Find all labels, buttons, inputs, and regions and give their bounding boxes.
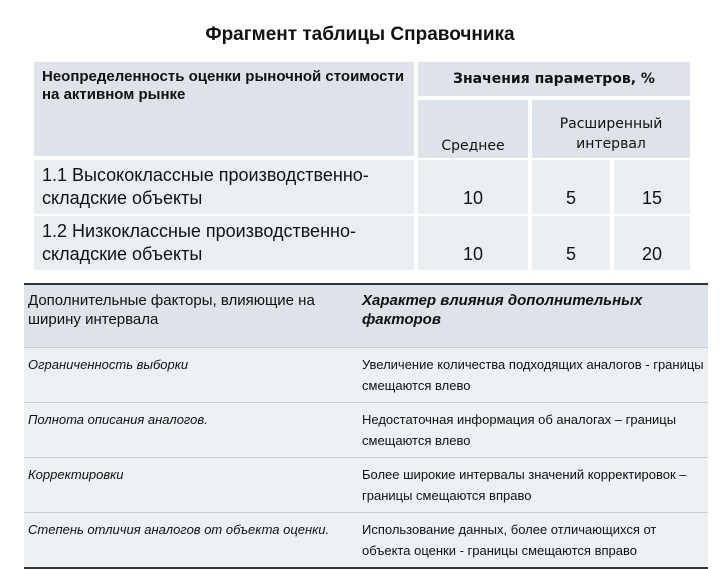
factor-influence: Более широкие интервалы значений корректировок – границы смещаются вправо [342, 458, 708, 512]
page-title: Фрагмент таблицы Справочника [205, 24, 515, 45]
header-uncertainty: Неопределенность оценки рыночной стоимости на активном рынке [34, 62, 414, 156]
factor-influence: Увеличение количества подходящих аналогов - границы смещаются влево [342, 348, 708, 402]
table-row [24, 513, 708, 567]
cell-interval-low: 5 [532, 216, 610, 270]
factor-name: Корректировки [24, 458, 342, 512]
row-label-low-class: 1.2 Низкоклассные производственно-складские объекты [34, 216, 414, 270]
header-average: Среднее [418, 100, 528, 158]
cell-interval-high: 15 [614, 160, 690, 214]
header-influence: Характер влияния дополнительных факторов [342, 285, 708, 347]
row-label-high-class: 1.1 Высококлассные производственно-складские объекты [34, 160, 414, 214]
cell-interval-low: 5 [532, 160, 610, 214]
factor-name: Ограниченность выборки [24, 348, 342, 402]
factor-influence: Использование данных, более отличающихся от объекта оценки - границы смещаются вправо [342, 513, 708, 567]
table-row [24, 403, 708, 458]
factor-influence: Недостаточная информация об аналогах – границы смещаются влево [342, 403, 708, 457]
cell-interval-high: 20 [614, 216, 690, 270]
header-parameter-values: Значения параметров, % [418, 62, 690, 96]
header-factors: Дополнительные факторы, влияющие на ширину интервала [24, 285, 342, 347]
factor-name: Полнота описания аналогов. [24, 403, 342, 457]
table-row [24, 348, 708, 403]
table-row [24, 458, 708, 513]
cell-average: 10 [418, 216, 528, 270]
factors-header-row [24, 285, 708, 348]
factors-table [24, 283, 708, 569]
cell-average: 10 [418, 160, 528, 214]
header-extended-interval: Расширенный интервал [532, 100, 690, 158]
factor-name: Степень отличия аналогов от объекта оценки. [24, 513, 342, 567]
